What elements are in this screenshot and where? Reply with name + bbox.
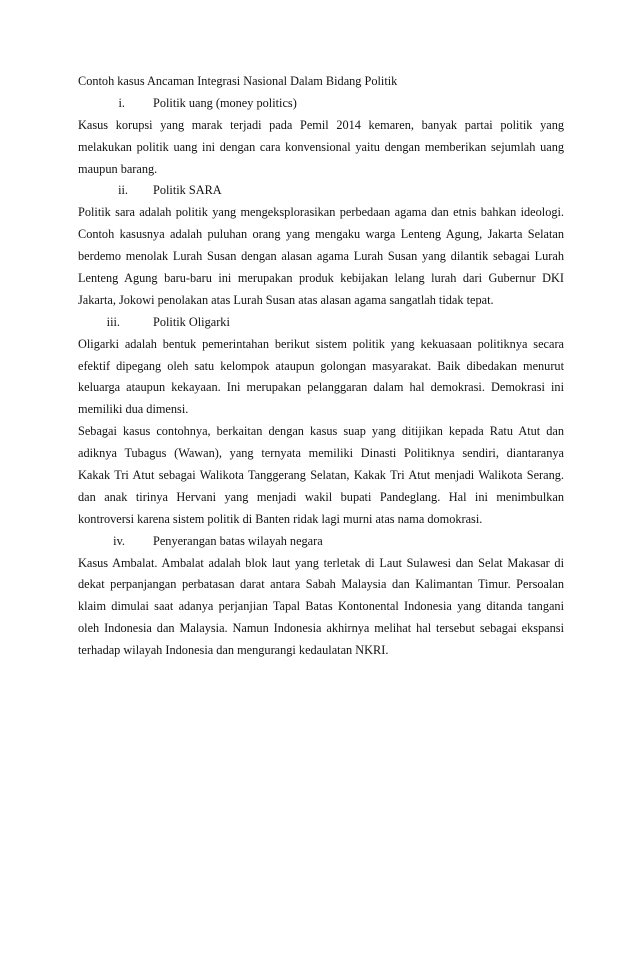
section-heading-text: Politik Oligarki [153, 314, 230, 329]
paragraph-oligarki-example [78, 421, 564, 530]
paragraph-line: adiknya Tubagus (Wawan), yang ternyata memiliki Dinasti Politiknya sendiri, diantaranya [78, 446, 564, 461]
paragraph-line: keluarga ataupun kekayaan. Ini merupakan pelanggaran dalam hal demokrasi. Demokrasi ini [78, 380, 564, 395]
paragraph-line: memiliki dua dimensi. [78, 402, 189, 417]
paragraph-line: Kasus korupsi yang marak terjadi pada Pemil 2014 kemaren, banyak partai politik yang [78, 117, 564, 132]
section-numeral: iii. [106, 314, 120, 329]
section-numeral: iv. [113, 533, 125, 548]
section-heading-text: Politik SARA [153, 183, 222, 198]
paragraph-line: Kasus Ambalat. Ambalat adalah blok laut yang terletak di Laut Sulawesi dan Selat Makasar di [78, 555, 564, 570]
paragraph-line: terhadap wilayah Indonesia dan mengurangi kedaulatan NKRI. [78, 643, 389, 658]
section-numeral: ii. [118, 183, 128, 198]
paragraph-line: Politik sara adalah politik yang mengeksplorasikan perbedaan agama dan etnis bahkan ideologi. [78, 205, 564, 220]
section-heading-text: Penyerangan batas wilayah negara [153, 533, 323, 548]
paragraph-line: Jakarta, Jokowi penolakan atas Lurah Susan atas alasan agama sangatlah tidak tepat. [78, 292, 494, 307]
section-heading-oligarki [78, 312, 564, 334]
paragraph-line: Kakak Tri Atut sebagai Walikota Tanggerang Selatan, Kakak Tri Atut menjadi Walikota Serang. [78, 468, 564, 483]
paragraph-line: dan anak tirinya Hervani yang menjadi wakil bupati Pandeglang. Hal ini menimbulkan [78, 489, 564, 504]
paragraph-line: efektif dipegang oleh satu kelompok ataupun golongan masyarakat. Baik dibedakan menurut [78, 358, 564, 373]
section-heading-money-politics [78, 93, 564, 115]
paragraph-ambalat [78, 553, 564, 662]
paragraph-money-politics [78, 115, 564, 181]
paragraph-line: klaim dimulai saat adanya perjanjian Tapal Batas Kontonental Indonesia yang ditanda tangani [78, 599, 564, 614]
paragraph-oligarki-definition [78, 334, 564, 422]
document-body [78, 71, 564, 662]
section-numeral: i. [118, 95, 125, 110]
paragraph-line: Lenteng Agung baru-baru ini merupakan produk kebijakan lelang lurah dari Gubernur DKI [78, 271, 564, 286]
document-title: Contoh kasus Ancaman Integrasi Nasional Dalam Bidang Politik [78, 74, 398, 88]
paragraph-line: berdemo menolak Lurah Susan dengan alasan agama Lurah Susan yang dilantik sebagai Lurah [78, 249, 564, 264]
paragraph-line: dekat perpanjangan perbatasan darat antara Sabah Malaysia dan Kalimantan Timur. Persoalan [78, 577, 564, 592]
paragraph-line: oleh Indonesia dan Malaysia. Namun Indonesia akhirnya melihat hal tersebut sebagai ekspansi [78, 621, 564, 636]
section-heading-border-attack [78, 531, 564, 553]
paragraph-line: maupun barang. [78, 161, 158, 176]
paragraph-line: kontroversi karena sistem politik di Banten ridak lagi murni atas nama domokrasi. [78, 511, 483, 526]
section-heading-text: Politik uang (money politics) [153, 95, 297, 110]
paragraph-line: Sebagai kasus contohnya, berkaitan dengan kasus suap yang ditijikan kepada Ratu Atut dan [78, 424, 564, 439]
paragraph-line: melakukan politik uang ini dengan cara konvensional yaitu dengan memberikan sejumlah uang [78, 139, 564, 154]
paragraph-sara [78, 202, 564, 311]
paragraph-line: Oligarki adalah bentuk pemerintahan berikut sistem politik yang kekuasaan politiknya secara [78, 336, 564, 351]
paragraph-line: Contoh kasusnya adalah puluhan orang yang mengaku warga Lenteng Agung, Jakarta Selatan [78, 227, 564, 242]
section-heading-sara [78, 180, 564, 202]
